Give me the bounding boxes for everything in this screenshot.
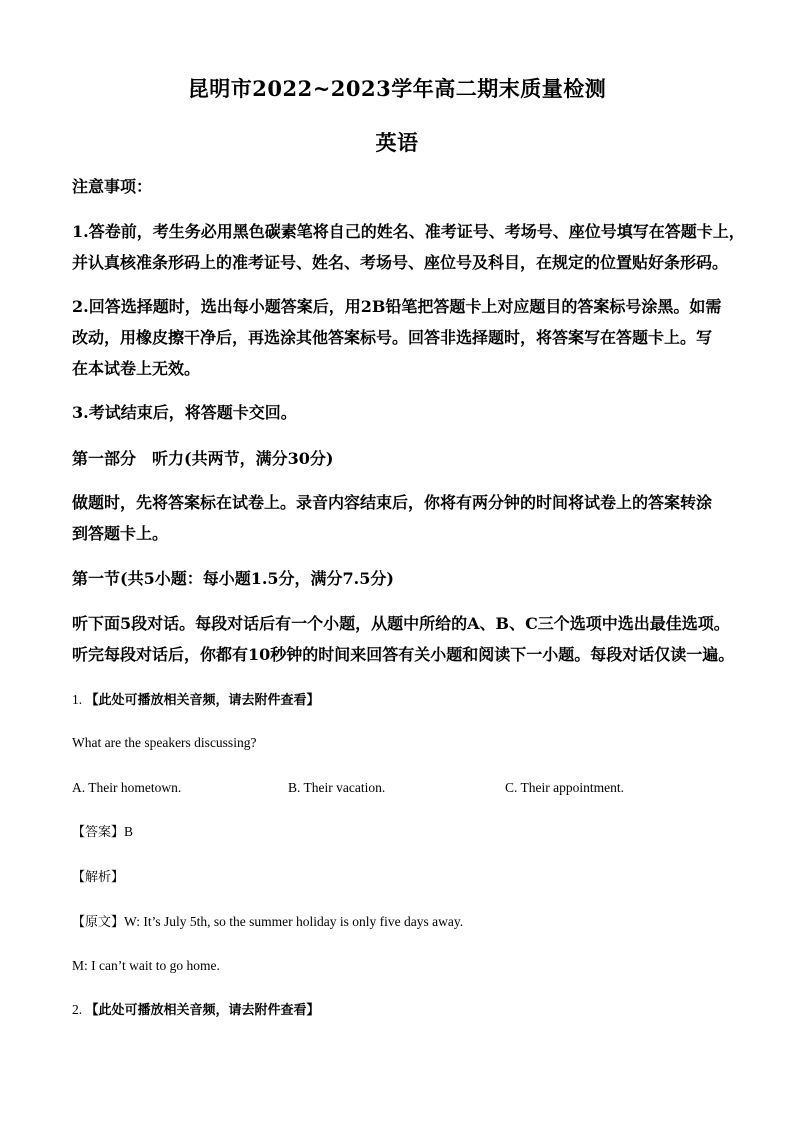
question-1-text: What are the speakers discussing?	[72, 735, 257, 750]
part1-heading: 第一部分 听力(共两节，满分30分)	[72, 449, 334, 468]
question-1-transcript-line-2: M: I can’t wait to go home.	[72, 958, 220, 973]
question-1-audio-line	[72, 691, 732, 710]
section1-instruction-line-1: 听下面5段对话。每段对话后有一个小题，从题中所给的A、B、C三个选项中选出最佳选项。	[72, 614, 730, 633]
part1-instruction-line-2: 到答题卡上。	[72, 524, 169, 543]
question-1-option-c: C. Their appointment.	[505, 780, 624, 795]
question-1-number: 1.	[72, 692, 83, 707]
exam-subject: 英语	[375, 130, 419, 155]
notice-item-2-line-2: 改动，用橡皮擦干净后，再选涂其他答案标号。回答非选择题时，将答案写在答题卡上。写	[72, 328, 713, 347]
notice-item-1-line-2: 并认真核准条形码上的准考证号、姓名、考场号、座位号及科目，在规定的位置贴好条形码。	[72, 253, 729, 272]
section1-heading: 第一节(共5小题：每小题1.5分，满分7.5分)	[72, 569, 394, 588]
notice-heading: 注意事项：	[72, 177, 153, 196]
question-1-analysis-line	[72, 868, 732, 887]
answer-value: B	[124, 824, 134, 839]
question-1-transcript-line-1	[72, 913, 732, 932]
exam-title: 昆明市2022~2023学年高二期末质量检测	[187, 76, 607, 101]
question-1-answer-line	[72, 823, 732, 842]
notice-item-1-line-1: 1.答卷前，考生务必用黑色碳素笔将自己的姓名、准考证号、考场号、座位号填写在答题卡上，	[72, 222, 745, 241]
notice-item-2-line-1: 2.回答选择题时，选出每小题答案后，用2B铅笔把答题卡上对应题目的答案标号涂黑。如需	[72, 297, 722, 316]
question-2-audio-note: 【此处可播放相关音频，请去附件查看】	[85, 1003, 320, 1018]
answer-label: 【答案】	[72, 825, 125, 840]
question-1-option-b: B. Their vacation.	[288, 780, 386, 795]
transcript-text-1: W: It’s July 5th, so the summer holiday is only five days away.	[124, 914, 464, 929]
part1-instruction-line-1: 做题时，先将答案标在试卷上。录音内容结束后，你将有两分钟的时间将试卷上的答案转涂	[72, 493, 713, 512]
section1-instruction-line-2: 听完每段对话后，你都有10秒钟的时间来回答有关小题和阅读下一小题。每段对话仅读一遍。	[72, 645, 735, 664]
notice-item-2-line-3: 在本试卷上无效。	[72, 359, 201, 378]
question-1-option-a: A. Their hometown.	[72, 780, 182, 795]
question-1-audio-note: 【此处可播放相关音频，请去附件查看】	[85, 693, 320, 708]
question-2-number: 2.	[72, 1002, 83, 1017]
transcript-label: 【原文】	[72, 915, 125, 930]
notice-item-3: 3.考试结束后，将答题卡交回。	[72, 403, 297, 422]
analysis-label: 【解析】	[72, 870, 125, 885]
question-2-audio-line	[72, 1001, 732, 1020]
